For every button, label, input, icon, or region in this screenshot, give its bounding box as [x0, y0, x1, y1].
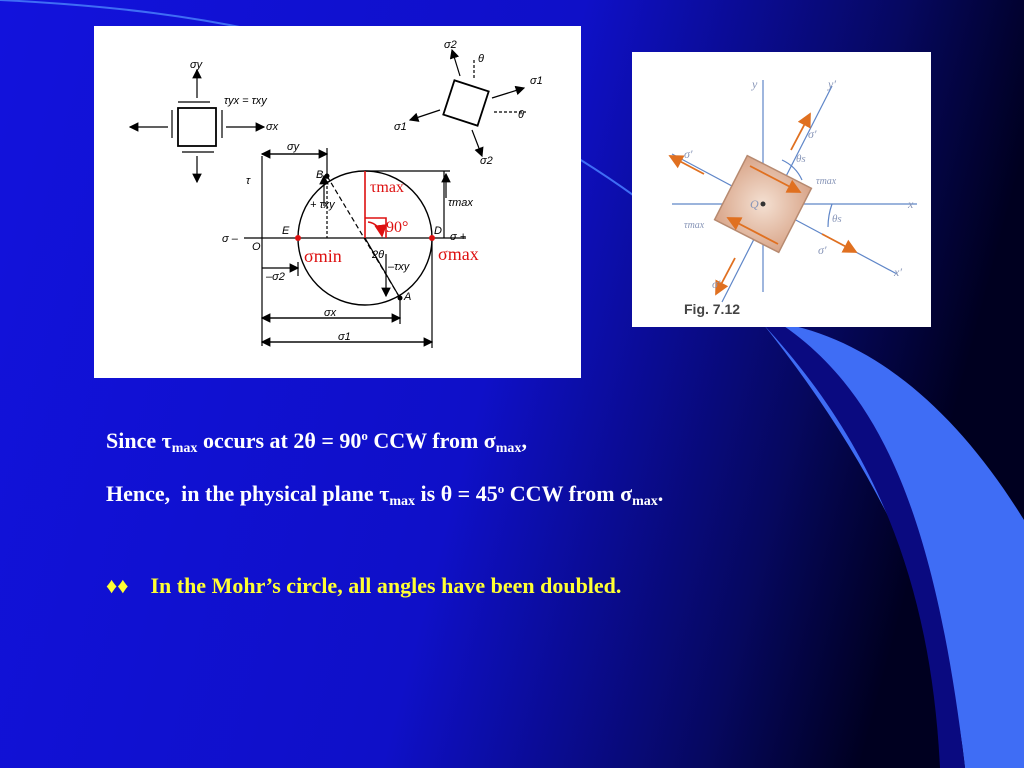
rotated-stress-element [443, 80, 488, 125]
label-y-prime: y′ [828, 77, 836, 91]
text-fragment: CCW from [504, 481, 621, 506]
theta-symbol: θ [440, 481, 453, 506]
label-theta-s-top: θs [796, 153, 806, 165]
mohr-circle-figure [94, 26, 581, 378]
point-A [398, 296, 403, 301]
text-line-1 [106, 428, 527, 457]
label-sigma-x: σx [266, 121, 279, 133]
label-sigma-minus: σ – [222, 233, 238, 245]
label-A: A [404, 291, 412, 303]
fig-7-12-figure [632, 52, 931, 327]
label-sigma-1-left: σ1 [394, 121, 407, 133]
text-fragment: Hence, in the physical plane [106, 481, 380, 506]
label-ninety-deg: 90° [386, 219, 409, 236]
text-fragment: , [521, 428, 527, 453]
diamond-bullets-icon: ♦♦ [106, 573, 129, 598]
sigma-symbol: σ [620, 481, 633, 506]
label-tau-yx-eq: τyx = τxy [224, 95, 267, 107]
label-sigma-2-top: σ2 [444, 39, 457, 51]
label-minus-tau-xy: –τxy [388, 261, 410, 273]
text-fragment: Since [106, 428, 162, 453]
label-theta-top: θ [478, 53, 484, 65]
label-sigma-2-bottom: σ2 [480, 155, 493, 167]
label-tau-max-right: τmax [816, 176, 837, 187]
tau-symbol: τ [379, 481, 390, 506]
text-line-3 [106, 573, 621, 599]
label-sigma-y: σy [190, 59, 203, 71]
label-two-theta: 2θ [372, 249, 385, 261]
text-fragment: CCW from [367, 428, 484, 453]
sigma-symbol: σ [483, 428, 496, 453]
point-E [295, 235, 301, 241]
label-B: B [316, 169, 324, 181]
stress-element [178, 108, 216, 146]
label-O: O [252, 241, 261, 253]
label-sigma-prime-top: σ′ [808, 127, 817, 141]
label-plus-tau-xy: + τxy [310, 199, 335, 211]
label-D: D [434, 225, 442, 237]
superscript: o [497, 481, 505, 496]
text-line-2 [106, 481, 663, 510]
fig-caption: Fig. 7.12 [684, 301, 741, 317]
label-sigma-prime-right: σ′ [818, 243, 827, 257]
label-sigma-min-red: σmin [304, 246, 342, 266]
superscript: o [361, 428, 368, 443]
label-y: y [752, 77, 758, 91]
subscript: max [171, 441, 198, 456]
label-tau-max-left: τmax [684, 220, 705, 231]
label-x-prime: x′ [894, 265, 902, 279]
label-sigma-plus: σ + [450, 231, 467, 243]
label-theta-right: θ [518, 109, 524, 121]
point-B [325, 174, 330, 179]
label-sigma-max-red: σmax [438, 244, 479, 264]
subscript: max [389, 494, 415, 509]
text-fragment: . [657, 481, 664, 506]
label-minus-sigma-2: –σ2 [266, 271, 285, 283]
subscript: max [632, 494, 658, 509]
label-sigma-1-right: σ1 [530, 75, 543, 87]
label-sigma-x-dim: σx [324, 307, 337, 319]
text-fragment: = 45 [452, 481, 498, 506]
text-fragment: = 90 [315, 428, 362, 453]
label-E: E [282, 225, 290, 237]
label-sigma-1-dim: σ1 [338, 331, 351, 343]
tau-symbol: τ [161, 428, 172, 453]
label-sigma-y-dim: σy [287, 141, 300, 153]
theta-symbol: θ [304, 428, 316, 453]
point-Q [761, 202, 766, 207]
label-theta-s-right: θs [832, 213, 842, 225]
text-fragment: is [415, 481, 441, 506]
label-x: x [908, 197, 914, 211]
label-tau: τ [246, 175, 251, 187]
text-fragment: occurs at 2 [197, 428, 305, 453]
highlight-text: In the Mohr’s circle, all angles have been doubled. [150, 573, 622, 598]
label-sigma-prime-bottom: σ′ [712, 277, 721, 291]
subscript: max [495, 441, 522, 456]
label-sigma-prime-left: σ′ [684, 147, 693, 161]
label-Q: Q [750, 197, 759, 211]
label-tau-max-red: τmax [370, 179, 404, 196]
label-tau-max-top: τmax [448, 197, 473, 209]
